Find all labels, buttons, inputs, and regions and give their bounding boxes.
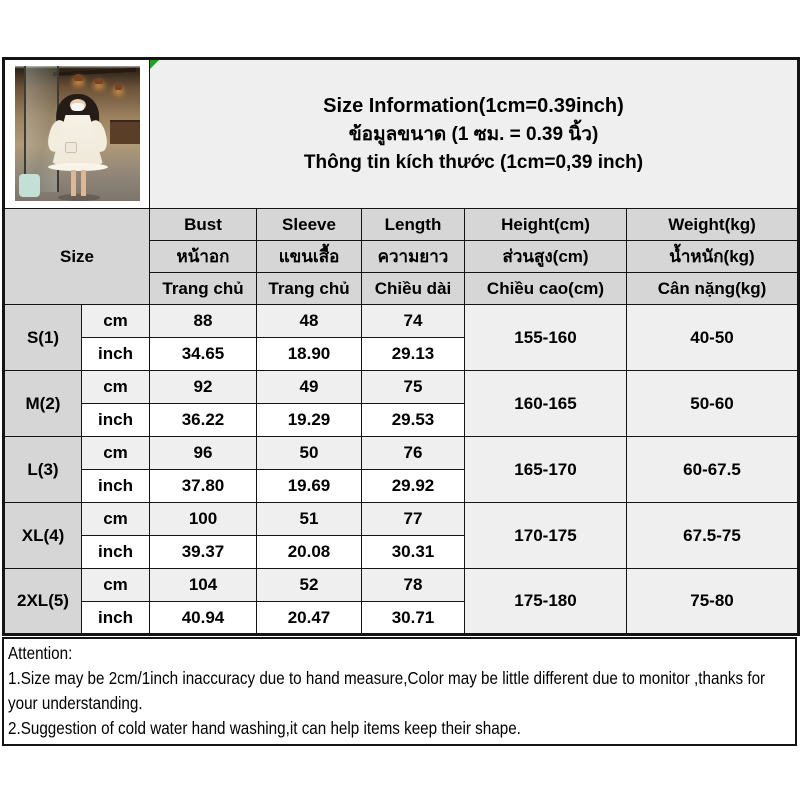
unit-label-inch: inch [82, 536, 150, 569]
attention-heading: Attention: [8, 643, 73, 663]
bust-cm-value: 100 [150, 503, 257, 536]
length-cm-value: 76 [362, 437, 465, 470]
attention-note [2, 637, 797, 746]
sleeve-inch-value: 20.08 [257, 536, 362, 569]
length-cm-value: 77 [362, 503, 465, 536]
unit-label-cm: cm [82, 569, 150, 602]
sleeve-cm-value: 49 [257, 371, 362, 404]
unit-label-inch: inch [82, 338, 150, 371]
bust-inch-value: 36.22 [150, 404, 257, 437]
column-header-weight-vi: Cân nặng(kg) [627, 273, 799, 305]
sleeve-inch-value: 19.29 [257, 404, 362, 437]
bust-inch-value: 40.94 [150, 602, 257, 635]
length-cm-value: 78 [362, 569, 465, 602]
model-leg [81, 170, 86, 196]
sleeve-cm-value: 50 [257, 437, 362, 470]
column-header-length-th: ความยาว [362, 241, 465, 273]
bust-inch-value: 34.65 [150, 338, 257, 371]
bust-cm-value: 104 [150, 569, 257, 602]
length-inch-value: 29.13 [362, 338, 465, 371]
sleeve-cm-value: 51 [257, 503, 362, 536]
length-inch-value: 30.71 [362, 602, 465, 635]
size-label-2xl: 2XL(5) [4, 569, 82, 635]
column-header-height-en: Height(cm) [465, 209, 627, 241]
face-mask [71, 103, 85, 110]
weight-range-value: 75-80 [627, 569, 799, 635]
sleeve-inch-value: 19.69 [257, 470, 362, 503]
column-header-sleeve-vi: Trang chủ [257, 273, 362, 305]
floor-shadow [58, 194, 101, 201]
length-inch-value: 30.31 [362, 536, 465, 569]
title-english: Size Information(1cm=0.39inch) [323, 94, 624, 117]
pendant-lamp-icon [74, 74, 83, 81]
size-chart-sheet [2, 57, 797, 746]
model-leg [71, 170, 76, 196]
column-header-bust-th: หน้าอก [150, 241, 257, 273]
size-label-l: L(3) [4, 437, 82, 503]
column-header-height-th: ส่วนสูง(cm) [465, 241, 627, 273]
product-photo [15, 66, 140, 201]
bust-cm-value: 88 [150, 305, 257, 338]
column-header-height-vi: Chiều cao(cm) [465, 273, 627, 305]
teal-bin [19, 174, 40, 197]
size-label-m: M(2) [4, 371, 82, 437]
bust-cm-value: 92 [150, 371, 257, 404]
column-header-length-vi: Chiều dài [362, 273, 465, 305]
weight-range-value: 50-60 [627, 371, 799, 437]
unit-label-cm: cm [82, 305, 150, 338]
unit-label-cm: cm [82, 503, 150, 536]
column-header-weight-th: น้ำหนัก(kg) [627, 241, 799, 273]
size-label-s: S(1) [4, 305, 82, 371]
weight-range-value: 67.5-75 [627, 503, 799, 569]
sleeve-inch-value: 18.90 [257, 338, 362, 371]
ceiling-beam [52, 68, 135, 76]
height-range-value: 155-160 [465, 305, 627, 371]
length-cm-value: 75 [362, 371, 465, 404]
height-range-value: 160-165 [465, 371, 627, 437]
height-range-value: 175-180 [465, 569, 627, 635]
column-header-length-en: Length [362, 209, 465, 241]
bust-inch-value: 39.37 [150, 536, 257, 569]
weight-range-value: 60-67.5 [627, 437, 799, 503]
height-range-value: 165-170 [465, 437, 627, 503]
unit-label-inch: inch [82, 404, 150, 437]
column-header-bust-en: Bust [150, 209, 257, 241]
handbag [65, 142, 77, 153]
size-corner-header: Size [4, 209, 150, 305]
product-photo-cell [4, 59, 150, 209]
attention-line-2: 2.Suggestion of cold water hand washing,it can help items keep their shape. [8, 717, 521, 738]
unit-label-inch: inch [82, 602, 150, 635]
length-inch-value: 29.92 [362, 470, 465, 503]
title-thai: ข้อมูลขนาด (1 ซม. = 0.39 นิ้ว) [348, 123, 599, 145]
size-table [2, 57, 800, 636]
column-header-sleeve-th: แขนเสื้อ [257, 241, 362, 273]
title-cell [150, 59, 799, 209]
sleeve-cm-value: 48 [257, 305, 362, 338]
column-header-bust-vi: Trang chủ [150, 273, 257, 305]
pendant-lamp-icon [95, 78, 103, 84]
wooden-counter [110, 120, 140, 144]
sleeve-cm-value: 52 [257, 569, 362, 602]
length-cm-value: 74 [362, 305, 465, 338]
height-range-value: 170-175 [465, 503, 627, 569]
attention-line-1: 1.Size may be 2cm/1inch inaccuracy due to hand measure,Color may be little different due to monitor ,thanks for your understanding. [8, 667, 770, 713]
unit-label-inch: inch [82, 470, 150, 503]
unit-label-cm: cm [82, 371, 150, 404]
unit-label-cm: cm [82, 437, 150, 470]
length-inch-value: 29.53 [362, 404, 465, 437]
bust-inch-value: 37.80 [150, 470, 257, 503]
sleeve-inch-value: 20.47 [257, 602, 362, 635]
pendant-lamp-icon [115, 84, 122, 90]
dress-hem [48, 163, 108, 171]
title-vietnamese: Thông tin kích thước (1cm=0,39 inch) [303, 151, 644, 173]
column-header-sleeve-en: Sleeve [257, 209, 362, 241]
bust-cm-value: 96 [150, 437, 257, 470]
cell-comment-marker-icon [150, 60, 159, 69]
column-header-weight-en: Weight(kg) [627, 209, 799, 241]
weight-range-value: 40-50 [627, 305, 799, 371]
size-label-xl: XL(4) [4, 503, 82, 569]
